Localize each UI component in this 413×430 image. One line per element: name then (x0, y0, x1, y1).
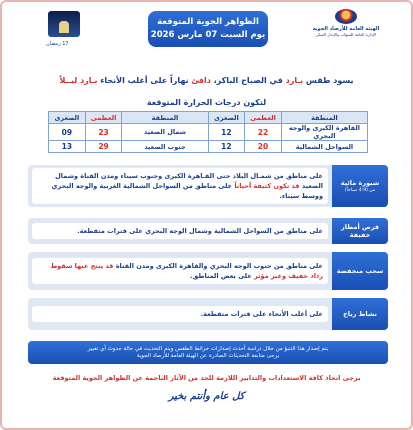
closing-greeting: كل عام وأنتم بخير (168, 391, 245, 402)
phenomenon-text: على مناطق من شمـال البلاد حتى القـاهرة الكبرى وجنوب سيناء ومدن القناة وشمال الصعيد قد تكون كثيفة أحياناً على مناطق من السواحل الشمالية الغربية والوجه البحري ووسط سيناء. (32, 168, 328, 204)
region-name: القاهرة الكبرى والوجه البحري (281, 124, 367, 141)
ema-logo-icon (335, 9, 357, 24)
phenomenon-time: من (4:9 صباحاً) (344, 188, 376, 193)
column-header: العظمى (85, 112, 122, 124)
temperature-table-title: لتكون درجات الحرارة المتوقعة (146, 98, 267, 107)
organization-name: الهيئة العامة للأرصاد الجوية (312, 26, 380, 32)
phenomenon-label: شبورة مائية من (4:9 صباحاً) (332, 165, 388, 207)
table-row (49, 124, 368, 141)
advice-text: يرجى اتخاذ كافة الاستعدادات والتدابير اللازمة للحد من الآثار الناجمة عن الظواهر الجوية المتوقعة (52, 374, 361, 382)
update-notice: يتم إصدار هذا التنبؤ من خلال دراسة أحدث إصدارات خرائط الطقس ويتم التحديث في حالة حدوث أي تغيير يرجى متابعة التحديثات الصادرة عن الهيئة العامة للأرصاد الجوية (28, 341, 388, 364)
region-name: جنوب الصعيد (122, 141, 208, 153)
weather-summary: يسود طقس بـارد في الصباح الباكر، دافئ نهاراً على أغلب الأنحاء بـارد ليــلاً (59, 76, 354, 85)
phenomenon-rain (28, 218, 388, 244)
min-temp: 13 (49, 141, 86, 153)
bulletin-date: يوم السبت 07 مارس 2026 (150, 30, 266, 40)
max-temp: 29 (85, 141, 122, 153)
min-temp: 12 (208, 124, 245, 141)
ramadan-lantern-image (48, 11, 80, 37)
region-name: شمال الصعيد (122, 124, 208, 141)
phenomenon-label: فرص أمطار خفيفة (332, 218, 388, 244)
column-header: المنطقة (122, 112, 208, 124)
bulletin-title-box (148, 11, 268, 47)
warm-word: دافئ (191, 76, 211, 85)
phenomenon-wind (28, 298, 388, 330)
phenomenon-text: على مناطق من جنوب الوجه البحري والقاهرة الكبرى ومدن القناة قد ينتج عنها سقوط رذاذ خفيف وغير مؤثر على بعض المناطق. (32, 258, 328, 284)
table-row (49, 141, 368, 153)
max-temp: 23 (85, 124, 122, 141)
organization-block (291, 9, 401, 37)
max-temp: 20 (245, 141, 282, 153)
column-header: الصغرى (208, 112, 245, 124)
min-temp: 12 (208, 141, 245, 153)
bulletin-title: الظواهر الجوية المتوقعة (157, 17, 259, 27)
phenomenon-label: سحب منخفضة (332, 252, 388, 290)
phenomenon-label: نشاط رياح (332, 298, 388, 330)
column-header: العظمى (245, 112, 282, 124)
cold-word: بـارد (285, 76, 304, 85)
column-header: الصغرى (49, 112, 86, 124)
column-header: المنطقة (281, 112, 367, 124)
hijri-date: 17 رمضان (46, 41, 69, 47)
table-header-row (49, 112, 368, 124)
phenomenon-low-clouds (28, 252, 388, 290)
department-name: الإدارة العامة للتنبؤات والإنذار المبكر (315, 32, 377, 37)
phenomenon-text: على مناطق من السواحل الشمالية وشمال الوجه البحري على فترات متقطعة. (32, 223, 328, 239)
phenomenon-fog (28, 165, 388, 207)
max-temp: 22 (245, 124, 282, 141)
temperature-table (48, 111, 368, 153)
region-name: السواحل الشمالية (281, 141, 367, 153)
cold-word: بـارد (80, 76, 98, 85)
min-temp: 09 (49, 124, 86, 141)
phenomenon-text: على أغلب الأنحاء على فترات متقطعة. (32, 306, 328, 322)
